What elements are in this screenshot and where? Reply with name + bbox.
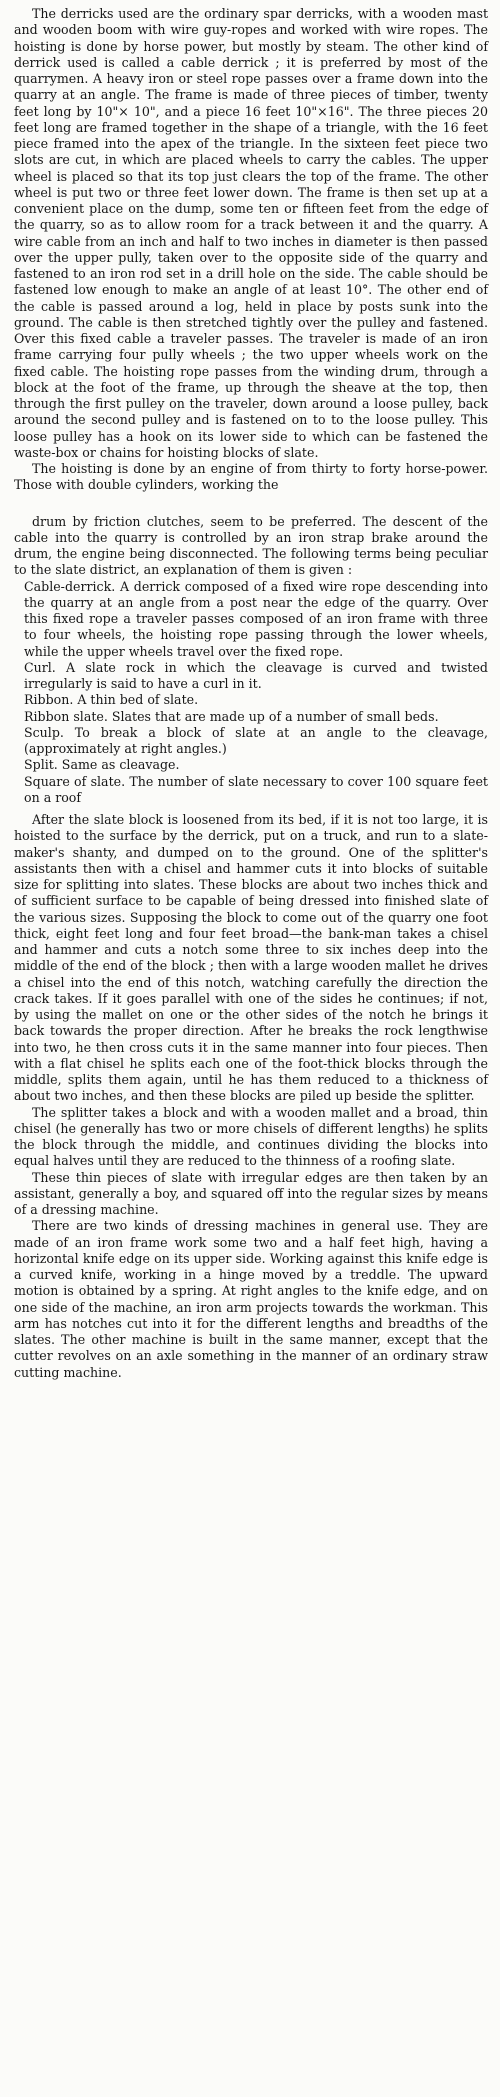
column-break — [14, 494, 488, 514]
definition-ribbon: Ribbon. A thin bed of slate. — [24, 692, 199, 708]
paragraph-derricks: The derricks used are the ordinary spar derricks, with a wooden mast and wooden boom with wire guy-ropes and worked with wire ropes. The hoisting is done by horse power, but mostly by steam. The other kind of derrick used is called a cable derrick ; it is preferred by most of the quarrymen. A heavy iron or steel rope passes over a frame down into the quarry at an angle. The frame is made of three pieces of timber, twenty feet long by 10"× 10", and a piece 16 feet 10"×16". The three pieces 20 feet long are framed together in the shape of a triangle, with the 16 feet piece framed into the apex of the triangle. In the sixteen feet piece two slots are cut, in which are placed wheels to carry the cables. The upper wheel is placed so that its top just clears the top of the frame. The other wheel is put two or three feet lower down. The frame is then set up at a convenient place on the dump, some ten or fifteen feet from the edge of the quarry, so as to allow room for a track between it and the quarry. A wire cable from an inch and half to two inches in diameter is then passed over the upper pully, taken over to the opposite side of the quarry and fastened to an iron rod set in a drill hole on the side. The cable should be fastened low enough to make an angle of at least 10°. The other end of the cable is passed around a log, held in place by posts sunk into the ground. The cable is then stretched tightly over the pulley and fastened. Over this fixed cable a traveler passes. The traveler is made of an iron frame carrying four pully wheels ; the two upper wheels work on the fixed cable. The hoisting rope passes from the winding drum, through a block at the foot of the frame, up through the sheave at the top, then through the first pulley on the traveler, down around a loose pulley, back around the second pulley and is fastened on to to the loose pulley. This loose pulley has a hook on its lower side to which can be fastened the waste-box or chains for hoisting blocks of slate. — [14, 6, 488, 460]
paragraph-thin-pieces: These thin pieces of slate with irregular edges are then taken by an assistant, generally a boy, and squared off into the regular sizes by means of a dressing machine. — [14, 1169, 488, 1217]
paragraph-dressing-machines: There are two kinds of dressing machines in general use. They are made of an iron frame work some two and a half feet high, having a horizontal knife edge on its upper side. Working against this knife edge is a curved knife, working in a hinge moved by a treddle. The upward motion is obtained by a spring. At right angles to the knife edge, and on one side of the machine, an iron arm projects towards the workman. This arm has notches cut into it for the different lengths and breadths of the slates. The other machine is built in the same manner, except that the cutter revolves on an axle something in the manner of an ordinary straw cutting machine. — [14, 1218, 488, 1380]
paragraph-hoisting-engine: The hoisting is done by an engine of from thirty to forty horse-power. Those with double cylinders, working the — [14, 461, 488, 493]
paragraph-slate-block: After the slate block is loosened from its bed, if it is not too large, it is hoisted to the surface by the derrick, put on a truck, and run to a slate-maker's shanty, and dumped on to the ground. One of the splitter's assistants then with a chisel and hammer cuts it into blocks of suitable size for splitting into slates. These blocks are about two inches thick and of sufficient surface to be capable of being dressed into finished slate of the various sizes. Supposing the block to come out of the quarry one foot thick, eight feet long and four feet broad—the bank-man takes a chisel and hammer and cuts a notch some three to six inches deep into the middle of the end of the block ; then with a large wooden mallet he drives a chisel into the end of this notch, watching carefully the direction the crack takes. If it goes parallel with one of the sides he continues; if not, by using the mallet on one or the other sides of the notch he brings it back towards the proper direction. After he breaks the rock lengthwise into two, he then cross cuts it in the same manner into four pieces. Then with a flat chisel he splits each one of the foot-thick blocks through the middle, splits them again, until he has them reduced to a thickness of about two inches, and then these blocks are piled up beside the splitter. — [14, 812, 488, 1104]
definition-cable-derrick: Cable-derrick. A derrick composed of a fixed wire rope descending into the quarry at an angle from a post near the edge of the quarry. Over this fixed rope a traveler passes composed of an iron frame with three to four wheels, the hoisting rope passing through the lower wheels, while the upper wheels travel over the fixed rope. — [24, 578, 488, 659]
paragraph-splitter: The splitter takes a block and with a wooden mallet and a broad, thin chisel (he generally has two or more chisels of different lengths) he splits the block through the middle, and continues dividing the blocks into equal halves until they are reduced to the thinness of a roofing slate. — [14, 1104, 488, 1169]
definition-sculp: Sculp. To break a block of slate at an angle to the cleavage, (approximately at right angles.) — [24, 724, 488, 756]
definition-curl: Curl. A slate rock in which the cleavage is curved and twisted irregularly is said to have a curl in it. — [24, 659, 488, 691]
definition-split: Split. Same as cleavage. — [24, 757, 180, 773]
paragraph-friction-clutches: drum by friction clutches, seem to be preferred. The descent of the cable into the quarry is controlled by an iron strap brake around the drum, the engine being disconnected. The following terms being peculiar to the slate district, an explanation of them is given : — [14, 513, 488, 578]
definition-ribbon-slate: Ribbon slate. Slates that are made up of a number of small beds. — [24, 708, 439, 724]
definition-square-of-slate: Square of slate. The number of slate necessary to cover 100 square feet on a roof — [24, 773, 488, 805]
